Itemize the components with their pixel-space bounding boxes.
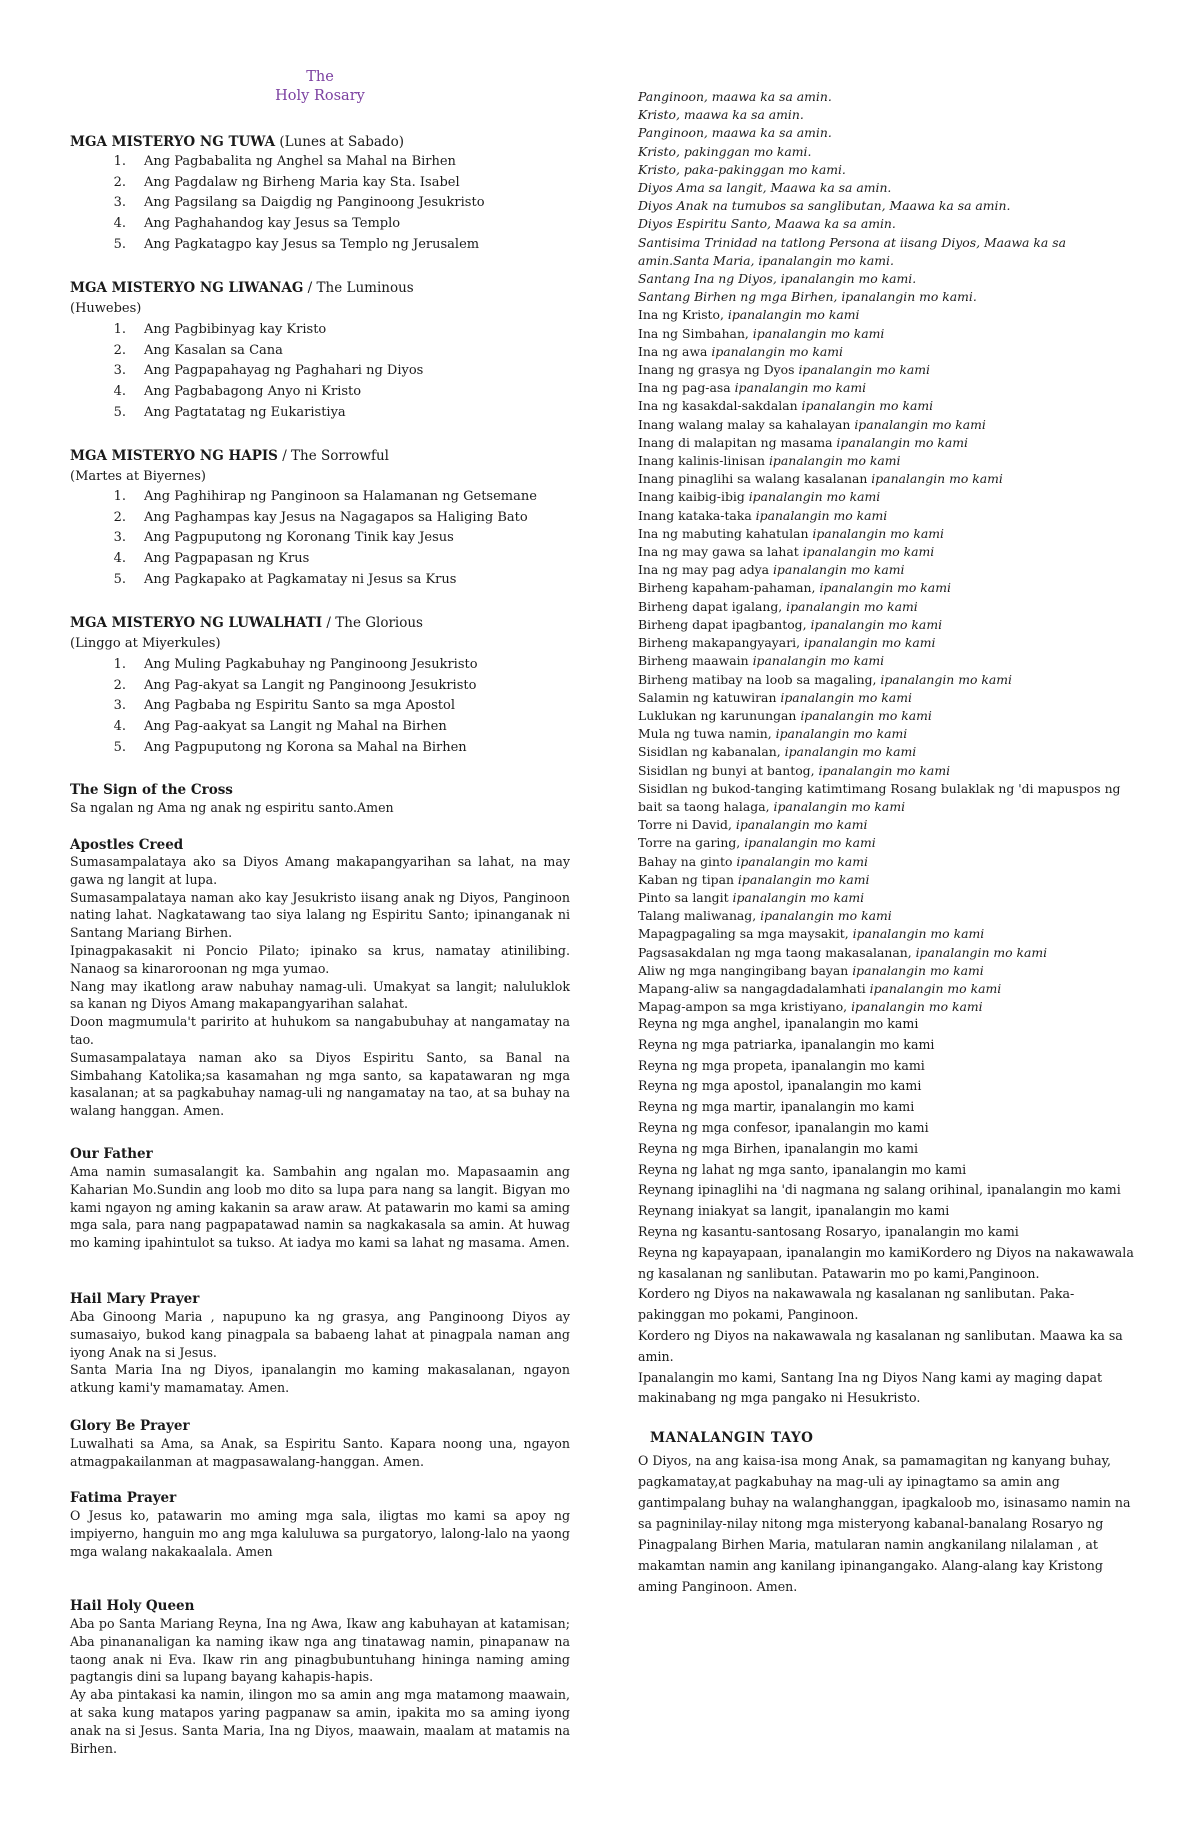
- manalangin-tayo-text: O Diyos, na ang kaisa-isa mong Anak, sa pamamagitan ng kanyang buhay, pagkamatay,at pagkabuhay na mag-uli ay ipinagtamo sa amin ang gantimpalang buhay na walanghanggan, ipagkaloob mo, isinasamo namin na sa pagninilay-nilay nitong mga misteryong kabanal-banalang Rosaryo ng Pinagpalang Birhen Maria, matularan namin angkanilang nilalaman , at makamtan namin ang kanilang ipinangangako. Alang-alang kay Kristong aming Panginoon. Amen.: [638, 1453, 1131, 1594]
- litany-line: Birheng kapaham-pahaman, ipanalangin mo kami: [638, 580, 951, 596]
- litany-line: Sisidlan ng kabanalan, ipanalangin mo kami: [638, 744, 917, 760]
- sign-of-cross-title: The Sign of the Cross: [70, 782, 233, 798]
- litany-line: Ipanalangin mo kami, Santang Ina ng Diyos Nang kami ay maging dapat makinabang ng mga pangako ni Hesukristo.: [638, 1369, 1103, 1406]
- mystery-days-luminous: (Huwebes): [70, 301, 142, 316]
- litany-line: Ina ng Kristo, ipanalangin mo kami: [638, 307, 860, 323]
- litany-line: Talang maliwanag, ipanalangin mo kami: [638, 908, 892, 924]
- litany-line: Panginoon, maawa ka sa amin.: [638, 125, 832, 141]
- mystery-heading-glorious: MGA MISTERYO NG LUWALHATI / The Glorious: [70, 615, 423, 631]
- litany-line: Inang walang malay sa kahalayan ipanalangin mo kami: [638, 416, 986, 432]
- litany-line: Aliw ng mga nangingibang bayan ipanalangin mo kami: [638, 962, 984, 978]
- litany-line: Kristo, pakinggan mo kami.: [638, 143, 812, 159]
- litany-line: Pinto sa langit ipanalangin mo kami: [638, 889, 865, 905]
- litany-line: Birheng matibay na loob sa magaling, ipanalangin mo kami: [638, 671, 1012, 687]
- litany-line: Reyna ng mga patriarka, ipanalangin mo kami: [638, 1036, 935, 1052]
- litany-line: Reyna ng mga martir, ipanalangin mo kami: [638, 1099, 915, 1115]
- litany-line: Salamin ng katuwiran ipanalangin mo kami: [638, 689, 912, 705]
- litany-line: Santisima Trinidad na tatlong Persona at iisang Diyos, Maawa ka sa amin.Santa Maria, ipanalangin mo kami.: [638, 234, 1066, 268]
- litany-line: Ina ng may gawa sa lahat ipanalangin mo kami: [638, 544, 935, 560]
- litany-line: Mapang-aliw sa nangagdadalamhati ipanalangin mo kami: [638, 980, 1002, 996]
- litany-line: Luklukan ng karunungan ipanalangin mo kami: [638, 707, 932, 723]
- litany-line: Diyos Ama sa langit, Maawa ka sa amin.: [638, 180, 892, 196]
- litany-line: Reyna ng mga propeta, ipanalangin mo kami: [638, 1057, 925, 1073]
- litany-line: Mapagpagaling sa mga maysakit, ipanalangin mo kami: [638, 926, 985, 942]
- litany-line: Reyna ng mga confesor, ipanalangin mo kami: [638, 1119, 929, 1135]
- litany-line: Santang Birhen ng mga Birhen, ipanalangin mo kami.: [638, 289, 977, 305]
- litany-line: Reyna ng kapayapaan, ipanalangin mo kamiKordero ng Diyos na nakawawala ng kasalanan ng sanlibutan. Patawarin mo po kami,Panginoon.: [638, 1244, 1134, 1281]
- litany-line: Birheng dapat igalang, ipanalangin mo kami: [638, 598, 918, 614]
- mystery-days-glorious: (Linggo at Miyerkules): [70, 636, 221, 651]
- sign-of-cross-text: Sa ngalan ng Ama ng anak ng espiritu santo.Amen: [70, 800, 394, 815]
- litany-line: Kaban ng tipan ipanalangin mo kami: [638, 871, 870, 887]
- hail-holy-queen-title: Hail Holy Queen: [70, 1598, 195, 1614]
- mystery-heading-luminous: MGA MISTERYO NG LIWANAG / The Luminous: [70, 280, 414, 296]
- litany-line: Inang ng grasya ng Dyos ipanalangin mo kami: [638, 362, 930, 378]
- litany-line: Kordero ng Diyos na nakawawala ng kasalanan ng sanlibutan. Paka-pakinggan mo pokami, Panginoon.: [638, 1286, 1075, 1323]
- litany-line: Sisidlan ng bukod-tanging katimtimang Rosang bulaklak ng 'di mapuspos ng bait sa taong halaga, ipanalangin mo kami: [638, 780, 1121, 814]
- litany-line: Torre ni David, ipanalangin mo kami: [638, 817, 868, 833]
- litany-line: Reyna ng mga anghel, ipanalangin mo kami: [638, 1016, 919, 1031]
- litany-line: Inang kataka-taka ipanalangin mo kami: [638, 507, 888, 523]
- document-title: [70, 68, 570, 106]
- our-father-title: Our Father: [70, 1146, 153, 1162]
- manalangin-tayo-title: MANALANGIN TAYO: [650, 1430, 814, 1446]
- litany-line: Santang Ina ng Diyos, ipanalangin mo kami.: [638, 271, 917, 287]
- litany-line: Kristo, maawa ka sa amin.: [638, 107, 804, 123]
- litany-line: Diyos Anak na tumubos sa sanglibutan, Maawa ka sa amin.: [638, 198, 1011, 214]
- apostles-creed-title: Apostles Creed: [70, 837, 184, 853]
- litany-line: Birheng dapat ipagbantog, ipanalangin mo kami: [638, 616, 943, 632]
- litany-line: Ina ng Simbahan, ipanalangin mo kami: [638, 325, 885, 341]
- litany-line: Reyna ng mga apostol, ipanalangin mo kami: [638, 1078, 922, 1094]
- litany-line: Birheng maawain ipanalangin mo kami: [638, 653, 885, 669]
- litany-line: Reynang ipinaglihi na 'di nagmana ng salang orihinal, ipanalangin mo kami: [638, 1182, 1121, 1198]
- fatima-prayer-title: Fatima Prayer: [70, 1490, 177, 1506]
- fatima-prayer-text: O Jesus ko, patawarin mo aming mga sala, iligtas mo kami sa apoy ng impiyerno, hanguin mo ang mga kaluluwa sa purgatoryo, lalong-lalo na yaong mga walang nakakaalala. Amen: [70, 1508, 570, 1559]
- litany-line: Reyna ng kasantu-santosang Rosaryo, ipanalangin mo kami: [638, 1223, 1019, 1239]
- litany-line: Inang kalinis-linisan ipanalangin mo kami: [638, 453, 901, 469]
- litany-line: Torre na garing, ipanalangin mo kami: [638, 835, 876, 851]
- litany-line: Inang di malapitan ng masama ipanalangin mo kami: [638, 434, 968, 450]
- litany-line: Kristo, paka-pakinggan mo kami.: [638, 161, 846, 177]
- title-line-1: The: [306, 69, 334, 85]
- litany-line: Bahay na ginto ipanalangin mo kami: [638, 853, 868, 869]
- litany-line: Ina ng kasakdal-sakdalan ipanalangin mo kami: [638, 398, 934, 414]
- queen-litany-list: [638, 1014, 1138, 1409]
- hail-mary-title: Hail Mary Prayer: [70, 1291, 200, 1307]
- mystery-heading-joyful: MGA MISTERYO NG TUWA (Lunes at Sabado): [70, 134, 404, 150]
- title-line-2: Holy Rosary: [275, 88, 365, 104]
- litany-line: Mula ng tuwa namin, ipanalangin mo kami: [638, 726, 908, 742]
- litany-line: Diyos Espiritu Santo, Maawa ka sa amin.: [638, 216, 896, 232]
- hail-holy-queen-text: Aba po Santa Mariang Reyna, Ina ng Awa, Ikaw ang kabuhayan at katamisan; Aba pinananaligan ka naming ikaw nga ang tinatawag namin, pinapanaw na taong anak ni Eva. Ikaw rin ang pinagbubuntuhang hininga naming aming pagtangis dini sa lupang bayang kahapis-hapis. Ay aba pintakasi ka namin, ilingon mo sa amin ang mga matamong maawain, at saka kung matapos yaring pagpanaw sa amin, ipakita mo sa aming iyong anak na si Jesus. Santa Maria, Ina ng Diyos, maawain, maalam at matamis na Birhen.: [70, 1616, 570, 1756]
- litany-line: Pagsasakdalan ng mga taong makasalanan, ipanalangin mo kami: [638, 944, 1048, 960]
- mystery-days-sorrowful: (Martes at Biyernes): [70, 469, 206, 484]
- litany-line: Reynang iniakyat sa langit, ipanalangin mo kami: [638, 1203, 950, 1219]
- mystery-heading-sorrowful: MGA MISTERYO NG HAPIS / The Sorrowful: [70, 448, 389, 464]
- litany-line: Ina ng may pag adya ipanalangin mo kami: [638, 562, 905, 578]
- litany-line: Ina ng awa ipanalangin mo kami: [638, 343, 843, 359]
- glory-be-title: Glory Be Prayer: [70, 1418, 190, 1434]
- glory-be-text: Luwalhati sa Ama, sa Anak, sa Espiritu Santo. Kapara noong una, ngayon atmagpakailanman at magpasawalang-hanggan. Amen.: [70, 1436, 570, 1469]
- litany-line: Panginoon, maawa ka sa amin.: [638, 89, 832, 104]
- litany-line: Birheng makapangyayari, ipanalangin mo kami: [638, 635, 936, 651]
- litany-line: Reyna ng mga Birhen, ipanalangin mo kami: [638, 1140, 919, 1156]
- litany-line: Inang kaibig-ibig ipanalangin mo kami: [638, 489, 881, 505]
- litany-line: Sisidlan ng bunyi at bantog, ipanalangin mo kami: [638, 762, 951, 778]
- our-father-text: Ama namin sumasalangit ka. Sambahin ang ngalan mo. Mapasaamin ang Kaharian Mo.Sundin ang loob mo dito sa lupa para nang sa langit. Bigyan mo kami ngayon ng aming kakanin sa araw araw. At patawarin mo kami sa aming mga sala, para nang pagpapatawad namin sa nagkakasala sa amin. At huwag mo kaming ipahintulot sa tukso. At iadya mo kami sa lahat ng masama. Amen.: [70, 1164, 570, 1251]
- litany-line: Inang pinaglihi sa walang kasalanan ipanalangin mo kami: [638, 471, 1003, 487]
- apostles-creed-text: Sumasampalataya ako sa Diyos Amang makapangyarihan sa lahat, na may gawa ng langit at lupa. Sumasampalataya naman ako kay Jesukristo iisang anak ng Diyos, Panginoon nating lahat. Nagkatawang tao siya lalang ng Espiritu Santo; ipinanganak ni Santang Mariang Birhen. Ipinagpakasakit ni Poncio Pilato; ipinako sa krus, namatay atinilibing. Nanaog sa kinaroroonan ng mga yumao. Nang may ikatlong araw nabuhay namag-uli. Umakyat sa langit; naluluklok sa kanan ng Diyos Amang makapangyarihan salahat. Doon magmumula't paririto at huhukom sa nangabubuhay at nangamatay na tao. Sumasampalataya naman ako sa Diyos Espiritu Santo, sa Banal na Simbahang Katolika;sa kasamahan ng mga santo, sa kapatawaran ng mga kasalanan; at sa pagkabuhay namag-uli ng nangamatay na tao, at sa buhay na walang hanggan. Amen.: [70, 854, 570, 1119]
- hail-mary-text: Aba Ginoong Maria , napupuno ka ng grasya, ang Panginoong Diyos ay sumasaiyo, bukod kang pinagpala sa babaeng lahat at pinagpala naman ang iyong Anak na si Jesus. Santa Maria Ina ng Diyos, ipanalangin mo kaming makasalanan, ngayon atkung kami'y mamamatay. Amen.: [70, 1309, 570, 1396]
- litany-line: Kordero ng Diyos na nakawawala ng kasalanan ng sanlibutan. Maawa ka sa amin.: [638, 1327, 1123, 1364]
- litany-line: Ina ng mabuting kahatulan ipanalangin mo kami: [638, 525, 944, 541]
- litany-line: Reyna ng lahat ng mga santo, ipanalangin mo kami: [638, 1161, 967, 1177]
- litany-list: [638, 88, 1138, 1016]
- litany-line: Mapag-ampon sa mga kristiyano, ipanalangin mo kami: [638, 999, 983, 1015]
- litany-line: Ina ng pag-asa ipanalangin mo kami: [638, 380, 867, 396]
